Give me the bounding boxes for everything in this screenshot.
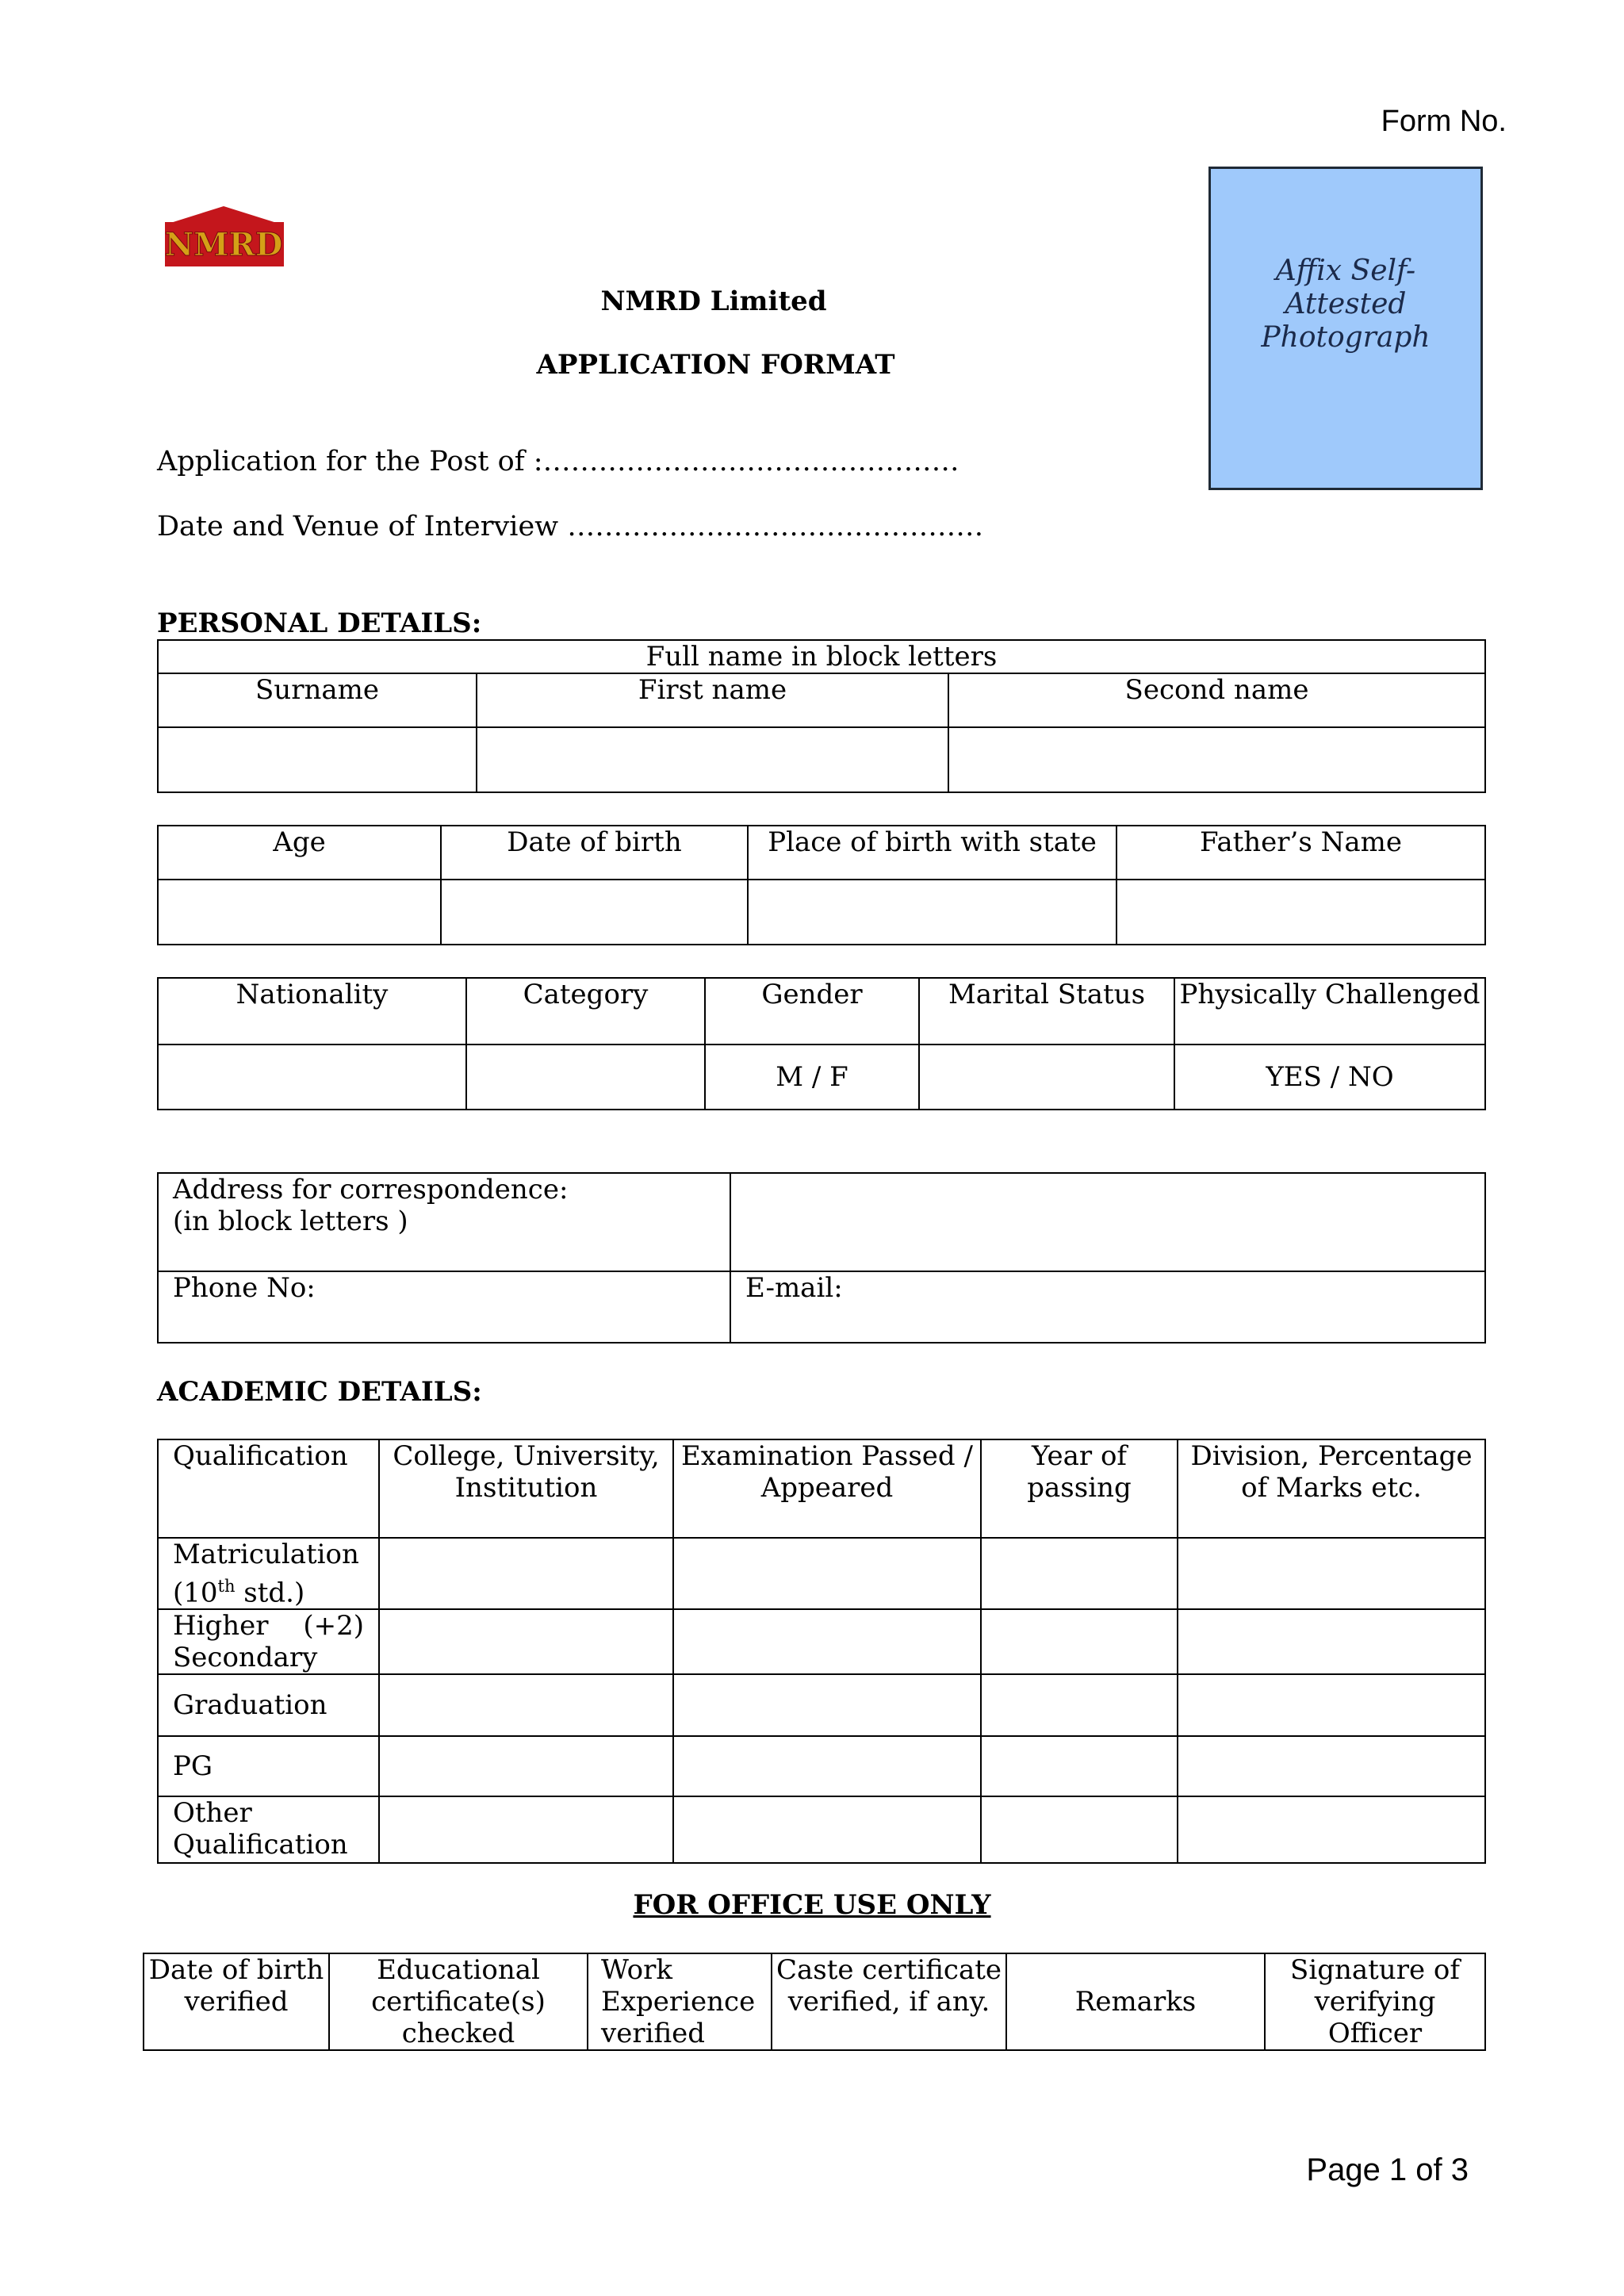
phone-label: Phone No: — [173, 1272, 316, 1304]
institution-cell[interactable] — [379, 1609, 673, 1674]
address-field[interactable] — [730, 1173, 1485, 1271]
examination-cell[interactable] — [673, 1609, 981, 1674]
year-cell[interactable] — [981, 1796, 1178, 1863]
father-name-field[interactable] — [1116, 880, 1485, 945]
table-row — [158, 1609, 1485, 1674]
examination-cell[interactable] — [673, 1538, 981, 1609]
nationality-header: Nationality — [158, 978, 466, 1045]
division-header: Division, Percentage of Marks etc. — [1178, 1439, 1485, 1538]
table-row — [158, 1674, 1485, 1736]
address-label-line-2: (in block letters ) — [173, 1205, 408, 1237]
place-of-birth-field[interactable] — [748, 880, 1116, 945]
qualification-pg: PG — [158, 1736, 379, 1796]
form-title: APPLICATION FORMAT — [536, 349, 895, 381]
institution-cell[interactable] — [379, 1736, 673, 1796]
examination-cell[interactable] — [673, 1674, 981, 1736]
svg-text:NMRD: NMRD — [164, 226, 283, 263]
place-of-birth-header: Place of birth with state — [748, 826, 1116, 880]
examination-cell[interactable] — [673, 1736, 981, 1796]
interview-venue-line[interactable]: Date and Venue of Interview ……………………………………… — [157, 511, 984, 542]
academic-details-heading: ACADEMIC DETAILS: — [157, 1376, 482, 1408]
year-cell[interactable] — [981, 1736, 1178, 1796]
email-label: E-mail: — [745, 1272, 843, 1304]
officer-signature-header: Signature of verifying Officer — [1265, 1953, 1485, 2050]
institution-cell[interactable] — [379, 1674, 673, 1736]
gender-field[interactable]: M / F — [705, 1045, 919, 1110]
physically-challenged-header: Physically Challenged — [1174, 978, 1485, 1045]
academic-table — [157, 1439, 1486, 1864]
plus-two-label: (+2) — [303, 1610, 364, 1642]
contact-table — [157, 1172, 1486, 1343]
category-field[interactable] — [466, 1045, 705, 1110]
matriculation-label: Matriculation — [173, 1539, 359, 1570]
organization-name: NMRD Limited — [600, 286, 827, 317]
category-header: Category — [466, 978, 705, 1045]
dob-field[interactable] — [441, 880, 748, 945]
personal-status-table — [157, 977, 1486, 1110]
year-cell[interactable] — [981, 1674, 1178, 1736]
gender-header: Gender — [705, 978, 919, 1045]
office-use-table — [143, 1953, 1486, 2051]
caste-certificate-header: Caste certificate verified, if any. — [772, 1953, 1006, 2050]
form-number-label: Form No. — [1381, 105, 1507, 138]
secondary-label: Secondary — [173, 1642, 318, 1674]
division-cell[interactable] — [1178, 1609, 1485, 1674]
certificates-checked-header: Educational certificate(s) checked — [329, 1953, 588, 2050]
personal-details-heading: PERSONAL DETAILS: — [157, 608, 482, 639]
post-applied-line[interactable]: Application for the Post of :……………………………………… — [157, 446, 959, 477]
division-cell[interactable] — [1178, 1674, 1485, 1736]
physically-challenged-field[interactable]: YES / NO — [1174, 1045, 1485, 1110]
phone-field[interactable] — [158, 1271, 730, 1343]
dob-header: Date of birth — [441, 826, 748, 880]
qualification-other: Other Qualification — [158, 1796, 379, 1863]
second-name-field[interactable] — [948, 727, 1485, 792]
examination-header: Examination Passed / Appeared — [673, 1439, 981, 1538]
full-name-table — [157, 639, 1486, 793]
qualification-header: Qualification — [158, 1439, 379, 1538]
year-of-passing-header: Year of passing — [981, 1439, 1178, 1538]
division-cell[interactable] — [1178, 1736, 1485, 1796]
qualification-graduation: Graduation — [158, 1674, 379, 1736]
address-label — [158, 1173, 730, 1271]
work-experience-header: Work Experience verified — [588, 1953, 772, 2050]
first-name-header: First name — [477, 673, 948, 727]
examination-cell[interactable] — [673, 1796, 981, 1863]
page-number: Page 1 of 3 — [1306, 2152, 1469, 2187]
matriculation-sublabel: (10th std.) — [173, 1577, 305, 1609]
first-name-field[interactable] — [477, 727, 948, 792]
remarks-header: Remarks — [1006, 1953, 1265, 2050]
higher-label: Higher — [173, 1610, 269, 1642]
division-cell[interactable] — [1178, 1538, 1485, 1609]
office-use-heading: FOR OFFICE USE ONLY — [633, 1889, 991, 1921]
year-cell[interactable] — [981, 1538, 1178, 1609]
qualification-higher-secondary — [158, 1609, 379, 1674]
photo-box-label: Affix Self-Attested Photograph — [1261, 255, 1431, 354]
birth-details-table — [157, 825, 1486, 945]
institution-header: College, University, Institution — [379, 1439, 673, 1538]
dob-verified-header: Date of birth verified — [144, 1953, 329, 2050]
surname-field[interactable] — [158, 727, 477, 792]
institution-cell[interactable] — [379, 1538, 673, 1609]
age-header: Age — [158, 826, 441, 880]
father-name-header: Father’s Name — [1116, 826, 1485, 880]
marital-status-header: Marital Status — [919, 978, 1174, 1045]
marital-status-field[interactable] — [919, 1045, 1174, 1110]
qualification-matriculation — [158, 1538, 379, 1609]
table-row — [158, 1796, 1485, 1863]
email-field[interactable] — [730, 1271, 1485, 1343]
second-name-header: Second name — [948, 673, 1485, 727]
table-row — [158, 1538, 1485, 1609]
photo-box[interactable] — [1208, 167, 1483, 490]
age-field[interactable] — [158, 880, 441, 945]
institution-cell[interactable] — [379, 1796, 673, 1863]
year-cell[interactable] — [981, 1609, 1178, 1674]
table-row — [158, 1736, 1485, 1796]
address-label-line-1: Address for correspondence: — [173, 1174, 569, 1205]
nationality-field[interactable] — [158, 1045, 466, 1110]
division-cell[interactable] — [1178, 1796, 1485, 1863]
full-name-header: Full name in block letters — [158, 640, 1485, 673]
surname-header: Surname — [158, 673, 477, 727]
